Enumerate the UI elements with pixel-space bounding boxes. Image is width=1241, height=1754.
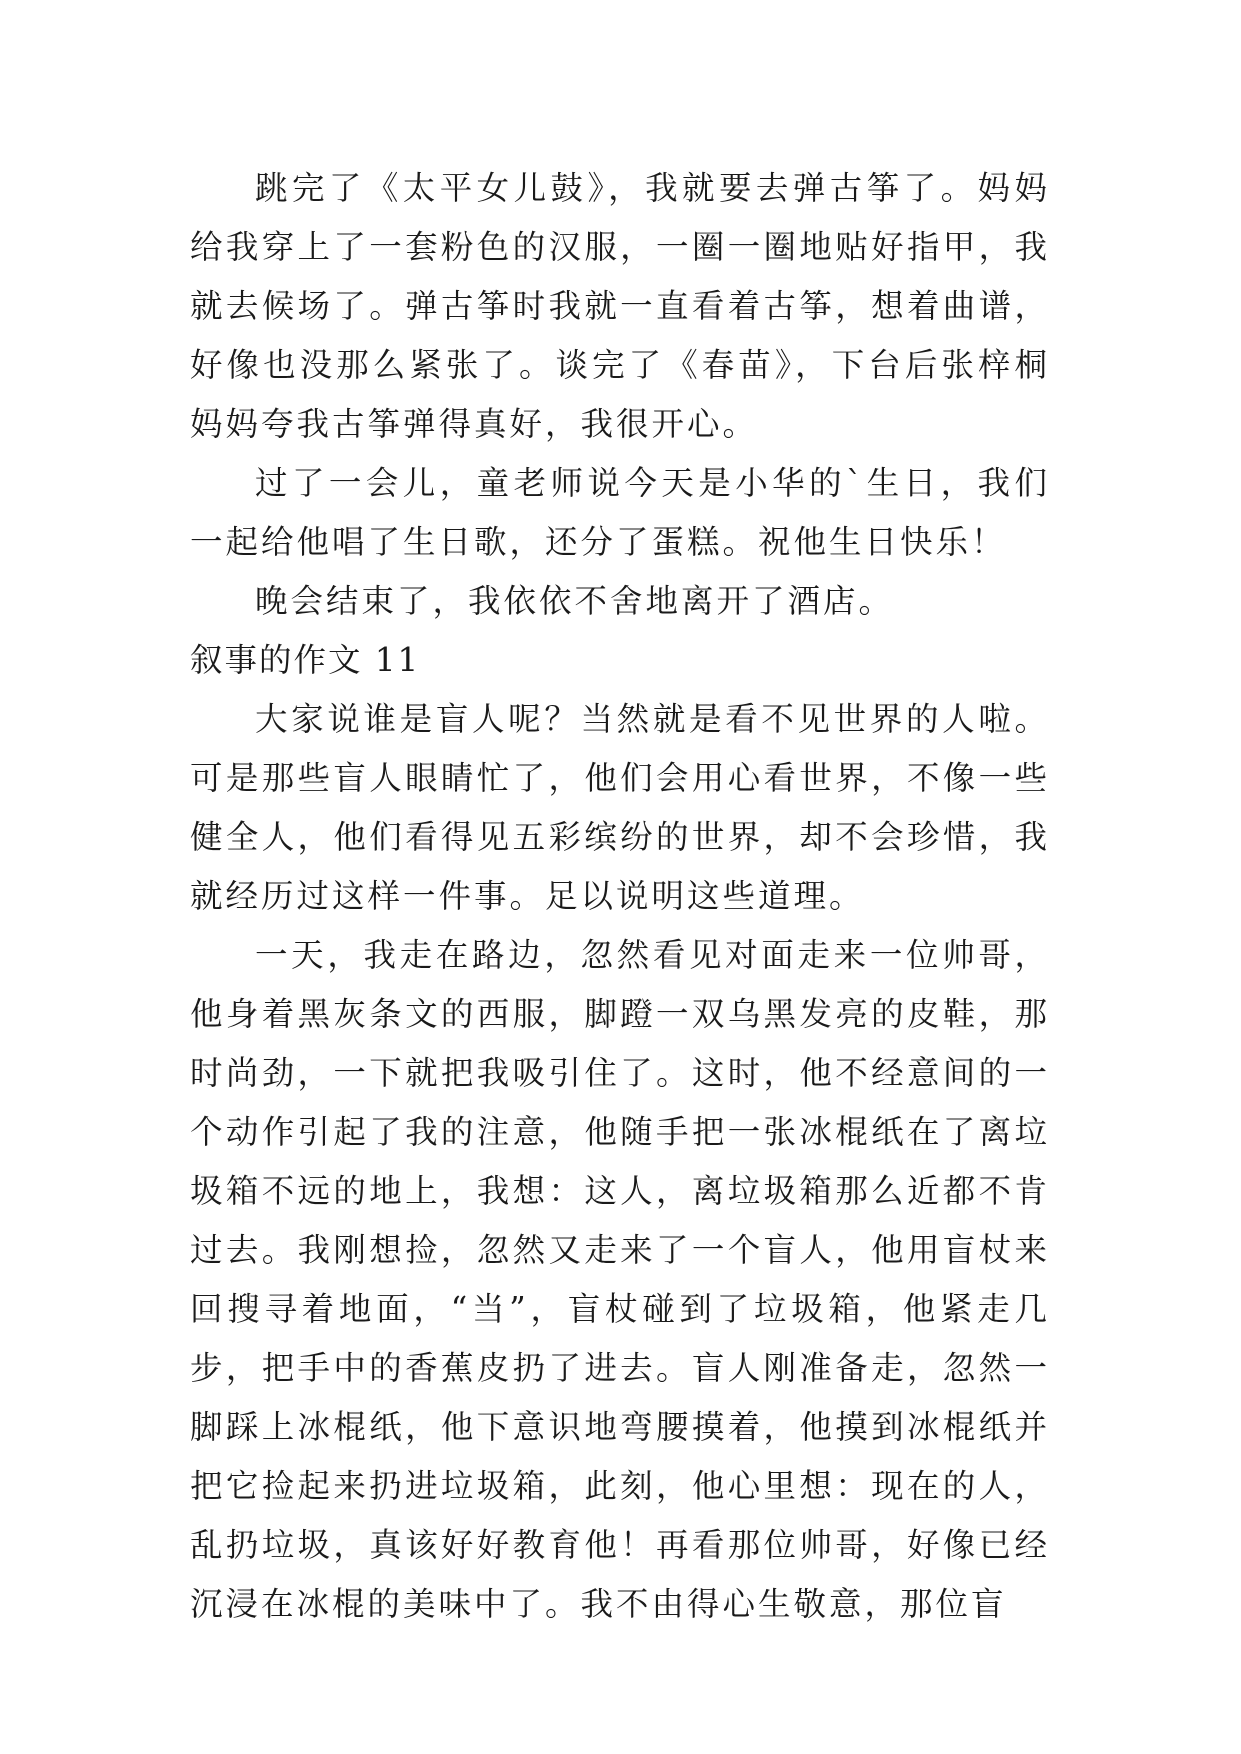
paragraph-party-end: 晚会结束了，我依依不舍地离开了酒店。 — [255, 582, 895, 620]
paragraph-guzheng: 跳完了《太平女儿鼓》，我就要去弹古筝了。妈妈给我穿上了一套粉色的汉服，一圈一圈地贴好指甲，我就去候场了。弹古筝时我就一直看着古筝，想着曲谱，好像也没那么紧张了。谈完了《春苗》，下台后张梓桐妈妈夸我古筝弹得真好，我很开心。 — [190, 169, 1050, 443]
paragraph-birthday: 过了一会儿，童老师说今天是小华的`生日，我们一起给他唱了生日歌，还分了蛋糕。祝他生日快乐！ — [190, 464, 1050, 561]
paragraph-blind-intro: 大家说谁是盲人呢？当然就是看不见世界的人啦。可是那些盲人眼睛忙了，他们会用心看世界，不像一些健全人，他们看得见五彩缤纷的世界，却不会珍惜，我就经历过这样一件事。足以说明这些道理。 — [190, 700, 1050, 915]
document-body — [190, 159, 1050, 1634]
section-heading: 叙事的作文 11 — [190, 641, 421, 679]
paragraph-blind-story: 一天，我走在路边，忽然看见对面走来一位帅哥，他身着黑灰条文的西服，脚蹬一双乌黑发亮的皮鞋，那时尚劲，一下就把我吸引住了。这时，他不经意间的一个动作引起了我的注意，他随手把一张冰棍纸在了离垃圾箱不远的地上，我想：这人，离垃圾箱那么近都不肯过去。我刚想捡，忽然又走来了一个盲人，他用盲杖来回搜寻着地面，“当”，盲杖碰到了垃圾箱，他紧走几步，把手中的香蕉皮扔了进去。盲人刚准备走，忽然一脚踩上冰棍纸，他下意识地弯腰摸着，他摸到冰棍纸并把它捡起来扔进垃圾箱，此刻，他心里想：现在的人，乱扔垃圾，真该好好教育他！再看那位帅哥，好像已经沉浸在冰棍的美味中了。我不由得心生敬意，那位盲 — [190, 936, 1050, 1623]
